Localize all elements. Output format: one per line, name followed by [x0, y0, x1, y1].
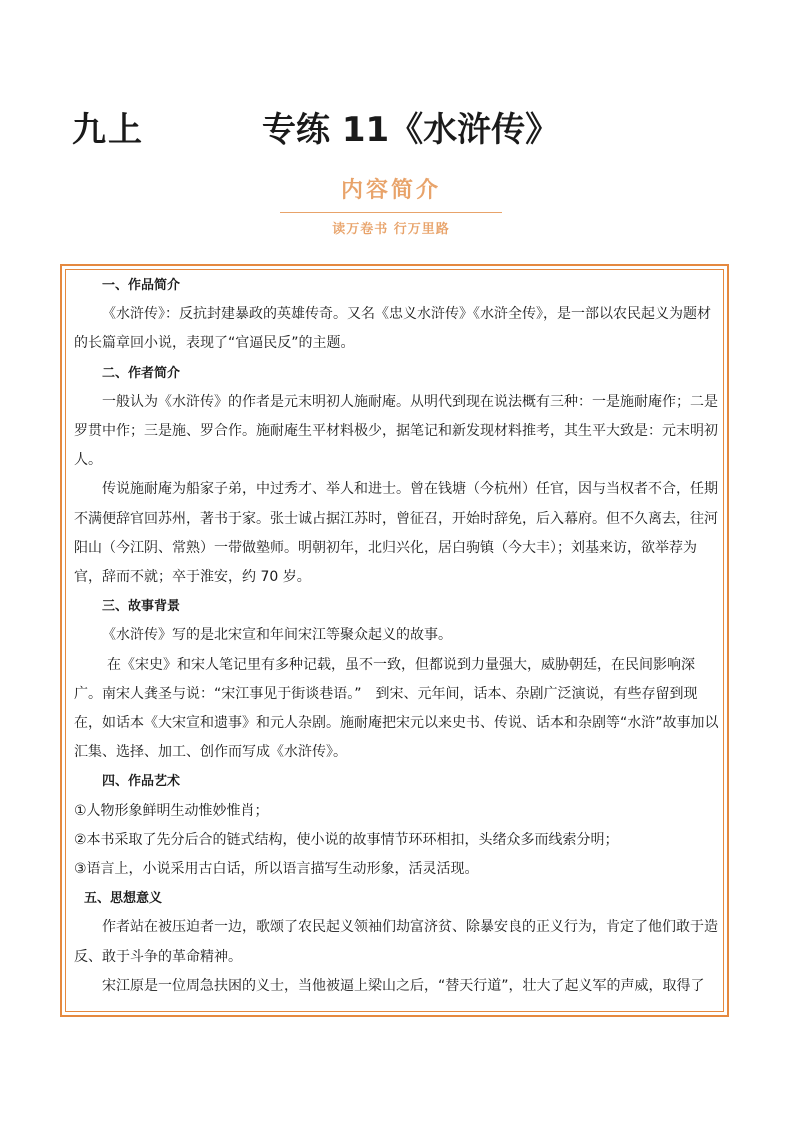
paragraph-background-2: 在《宋史》和宋人笔记里有多种记载，虽不一致，但都说到力量强大，威胁朝廷，在民间影响深广。南宋人龚圣与说：“宋江事见于街谈巷语。” 到宋、元年间，话本、杂剧广泛演说，有些存留到现在，如话本《大宋宣和遗事》和元人杂剧。施耐庵把宋元以来史书、传说、话本和杂剧等“水浒”故事加以汇集、选择、加工、创作而写成《水浒传》。 [74, 656, 719, 761]
paragraph-author-2: 传说施耐庵为船家子弟，中过秀才、举人和进士。曾在钱塘（今杭州）任官，因与当权者不合，任期不满便辞官回苏州，著书于家。张士诚占据江苏时，曾征召，开始时辞免，后入幕府。但不久离去，往河阳山（今江阴、常熟）一带做塾师。明朝初年，北归兴化，居白驹镇（今大丰）；刘基来访，欲举荐为官，辞而不就；卒于淮安，约 70 岁。 [74, 481, 718, 586]
paragraph-author-1: 一般认为《水浒传》的作者是元末明初人施耐庵。从明代到现在说法概有三种：一是施耐庵作；二是罗贯中作；三是施、罗合作。施耐庵生平材料极少，据笔记和新发现材料推考，其生平大致是：元末明初人。 [74, 393, 718, 469]
paragraph-work-intro: 《水浒传》：反抗封建暴政的英雄传奇。又名《忠义水浒传》《水浒全传》，是一部以农民起义为题材的长篇章回小说，表现了“官逼民反”的主题。 [74, 306, 711, 352]
content-body [74, 271, 720, 1001]
document-title: 专练 11《水浒传》 [262, 110, 560, 150]
art-point-3: ③语言上，小说采用古白话，所以语言描写生动形象，活灵活现。 [74, 861, 479, 878]
art-point-2: ②本书采取了先分后合的链式结构，使小说的故事情节环环相扣，头绪众多而线索分明； [74, 831, 619, 848]
grade-label: 九上 [72, 110, 144, 150]
paragraph-significance-2: 宋江原是一位周急扶困的义士，当他被逼上梁山之后，“替天行道”，壮大了起义军的声威，取得了 [102, 977, 705, 994]
heading-work-intro: 一、作品简介 [102, 278, 181, 293]
section-divider [280, 212, 502, 213]
section-motto: 读万卷书 行万里路 [332, 222, 450, 237]
paragraph-background-1: 《水浒传》写的是北宋宣和年间宋江等聚众起义的故事。 [102, 627, 452, 644]
heading-author-intro: 二、作者简介 [102, 365, 181, 381]
art-point-1: ①人物形象鲜明生动惟妙惟肖； [74, 802, 269, 819]
heading-art: 四、作品艺术 [102, 774, 181, 790]
heading-significance: 五、思想意义 [84, 891, 163, 907]
heading-background: 三、故事背景 [102, 599, 181, 615]
paragraph-significance-1: 作者站在被压迫者一边，歌颂了农民起义领袖们劫富济贫、除暴安良的正义行为，肯定了他们敢于造反、敢于斗争的革命精神。 [74, 919, 718, 965]
section-title: 内容简介 [340, 178, 441, 203]
